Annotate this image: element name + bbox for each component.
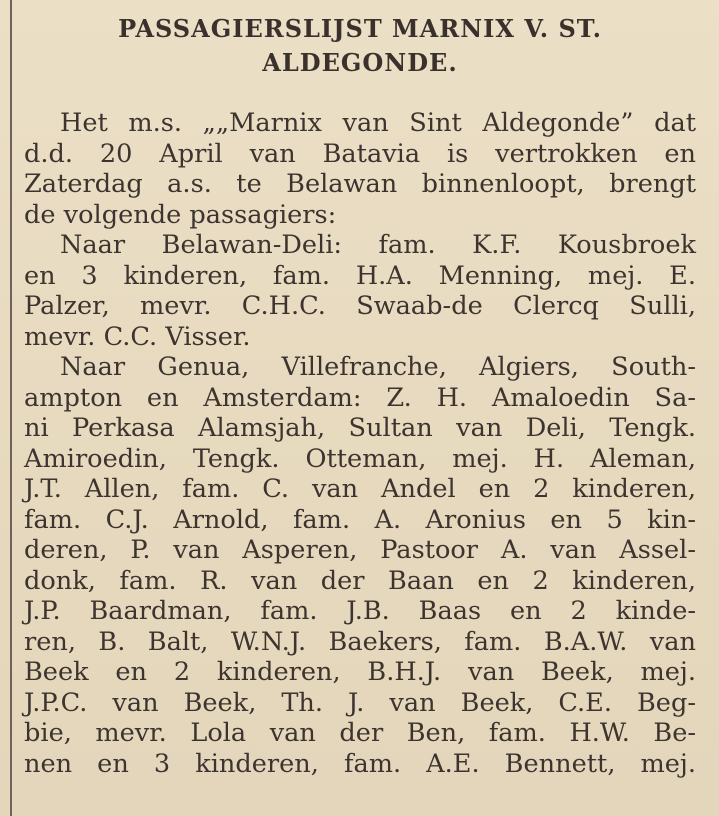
article-line: Amiroedin, Tengk. Otteman, mej. H. Aleman, xyxy=(24,443,696,474)
article-line: nen en 3 kinderen, fam. A.E. Bennett, mej. xyxy=(24,748,696,779)
headline-line: ALDEGONDE. xyxy=(262,48,458,77)
article-line: fam. C.J. Arnold, fam. A. Aronius en 5 kin- xyxy=(24,504,696,535)
article-line: bie, mevr. Lola van der Ben, fam. H.W. Be- xyxy=(24,718,696,748)
article-line: J.T. Allen, fam. C. van Andel en 2 kinderen, xyxy=(24,474,696,504)
article-line: J.P. Baardman, fam. J.B. Baas en 2 kinde- xyxy=(24,596,696,626)
article-line: ni Perkasa Alamsjah, Sultan van Deli, Tengk. xyxy=(24,413,696,443)
article-line: Beek en 2 kinderen, B.H.J. van Beek, mej. xyxy=(24,657,696,687)
article-line: donk, fam. R. van der Baan en 2 kinderen, xyxy=(24,565,696,596)
headline xyxy=(40,12,680,80)
article-line: Palzer, mevr. C.H.C. Swaab-de Clercq Sulli, xyxy=(24,291,696,321)
article-line: en 3 kinderen, fam. H.A. Menning, mej. E. xyxy=(24,260,696,291)
article-line: Zaterdag a.s. te Belawan binnenloopt, brengt xyxy=(24,169,696,199)
article-body xyxy=(24,108,696,779)
article-line: Het m.s. „„Marnix van Sint Aldegonde” dat xyxy=(60,108,696,138)
article-line: mevr. C.C. Visser. xyxy=(24,321,251,352)
article-line: d.d. 20 April van Batavia is vertrokken en xyxy=(24,138,696,169)
article-line: deren, P. van Asperen, Pastoor A. van Assel- xyxy=(24,535,696,565)
article-line: J.P.C. van Beek, Th. J. van Beek, C.E. Beg- xyxy=(24,687,696,718)
article-line: ren, B. Balt, W.N.J. Baekers, fam. B.A.W. van xyxy=(24,626,696,657)
headline-line: PASSAGIERSLIJST MARNIX V. ST. xyxy=(118,14,602,43)
article-line: Naar Genua, Villefranche, Algiers, South- xyxy=(60,352,696,382)
column-rule xyxy=(10,0,12,816)
article-line: de volgende passagiers: xyxy=(24,199,337,230)
article-line: ampton en Amsterdam: Z. H. Amaloedin Sa- xyxy=(24,382,696,413)
article-line: Naar Belawan-Deli: fam. K.F. Kousbroek xyxy=(60,230,696,260)
